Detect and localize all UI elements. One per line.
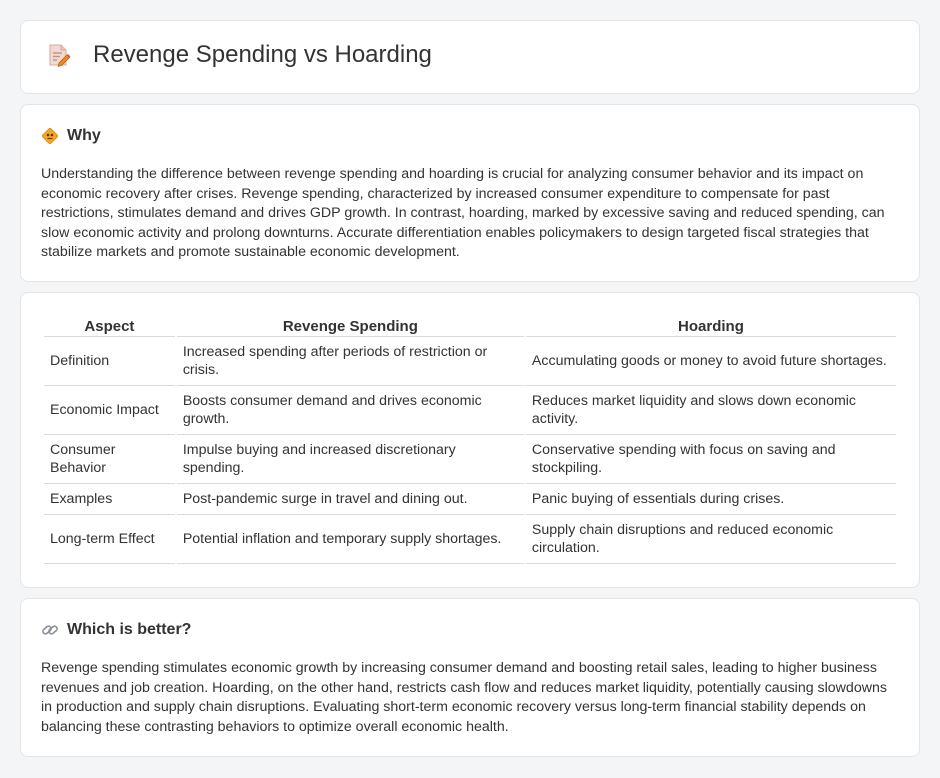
page-title: Revenge Spending vs Hoarding [93, 41, 432, 68]
aspect-cell: Examples [44, 484, 175, 515]
revenge-cell: Post-pandemic surge in travel and dining out. [177, 484, 524, 515]
title-row [45, 41, 432, 69]
why-body: Understanding the difference between revenge spending and hoarding is crucial for analyzing consumer behavior and its impact on economic recovery after crises. Revenge spending, characterized by increased consumer expenditure to compensate for past restrictions, stimulates demand and drives GDP growth. In contrast, hoarding, marked by excessive saving and reduced spending, can slow economic activity and prolong downturns. Accurate differentiation enables policymakers to design targeted fiscal strategies that stabilize markets and promote sustainable economic development. [41, 166, 885, 261]
aspect-cell: Long-term Effect [44, 515, 175, 564]
table-row [44, 435, 896, 484]
header-aspect: Aspect [44, 315, 175, 337]
comparison-section [20, 292, 920, 588]
diamond-sign-icon [41, 127, 59, 145]
revenge-cell: Potential inflation and temporary supply shortages. [177, 515, 524, 564]
better-body: Revenge spending stimulates economic growth by increasing consumer demand and boosting retail sales, leading to higher business revenues and job creation. Hoarding, on the other hand, restricts cash flow and reduces market liquidity, potentially causing slowdowns in production and supply chain disruptions. Evaluating short-term economic recovery versus long-term financial stability depends on balancing these contrasting behaviors to optimize overall economic health. [41, 660, 887, 735]
why-section [20, 104, 920, 282]
table-row [44, 484, 896, 515]
hoarding-cell: Reduces market liquidity and slows down economic activity. [526, 386, 896, 435]
why-heading [41, 127, 101, 145]
header-card [20, 20, 920, 94]
table-header-row [44, 315, 896, 337]
better-title: Which is better? [67, 621, 192, 638]
comparison-table [42, 315, 898, 564]
table-row [44, 386, 896, 435]
which-is-better-section [20, 598, 920, 757]
table-row [44, 515, 896, 564]
header-revenge-spending: Revenge Spending [177, 315, 524, 337]
hoarding-cell: Supply chain disruptions and reduced economic circulation. [526, 515, 896, 564]
revenge-cell: Impulse buying and increased discretionary spending. [177, 435, 524, 484]
hoarding-cell: Accumulating goods or money to avoid future shortages. [526, 337, 896, 386]
document-edit-icon [45, 42, 71, 68]
table-row [44, 337, 896, 386]
revenge-cell: Boosts consumer demand and drives economic growth. [177, 386, 524, 435]
revenge-cell: Increased spending after periods of restriction or crisis. [177, 337, 524, 386]
why-title: Why [67, 127, 101, 144]
better-heading [41, 621, 191, 639]
aspect-cell: Economic Impact [44, 386, 175, 435]
aspect-cell: Definition [44, 337, 175, 386]
aspect-cell: Consumer Behavior [44, 435, 175, 484]
hoarding-cell: Conservative spending with focus on saving and stockpiling. [526, 435, 896, 484]
link-icon [41, 621, 59, 639]
hoarding-cell: Panic buying of essentials during crises. [526, 484, 896, 515]
header-hoarding: Hoarding [526, 315, 896, 337]
